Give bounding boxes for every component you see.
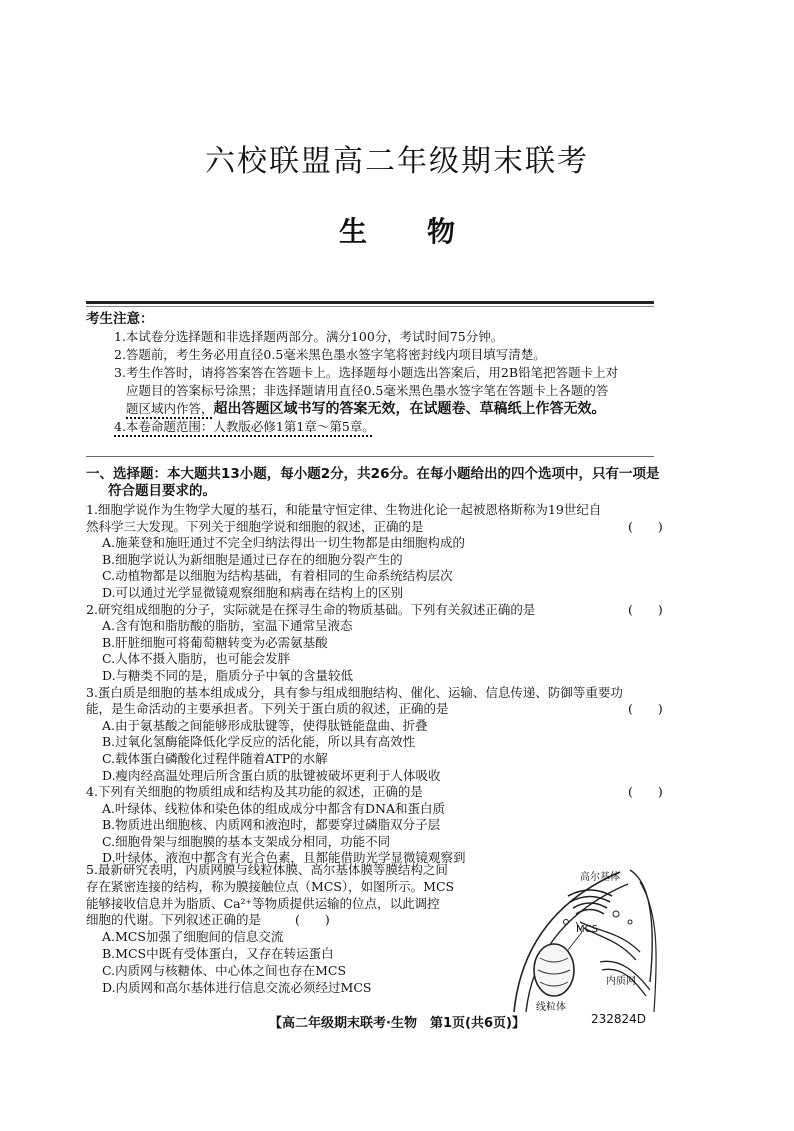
label-mcs: MCS: [576, 924, 598, 935]
notice-dotted-text: 题区域内作答，: [126, 401, 214, 416]
section-line-1: 一、选择题：本大题共13小题，每小题2分，共26分。在每小题给出的四个选项中，只有一项是: [86, 466, 660, 482]
section-line-2: 符合题目要求的。: [108, 483, 216, 499]
paper-code: 232824D: [590, 1012, 646, 1026]
q5-line-1: 5.最新研究表明，内质网膜与线粒体膜、高尔基体膜等膜结构之间: [86, 862, 448, 877]
q3-option-c: C.载体蛋白磷酸化过程伴随着ATP的水解: [102, 750, 328, 766]
q1-option-c: C.动植物都是以细胞为结构基础，有着相同的生命系统结构层次: [102, 568, 453, 584]
q2-option-a: A.含有饱和脂肪酸的脂肪，室温下通常呈液态: [102, 618, 353, 634]
q1-stem-2-text: 然科学三大发现。下列关于细胞学说和细胞的叙述，正确的是: [86, 518, 424, 534]
q4-option-a: A.叶绿体、线粒体和染色体的组成成分中都含有DNA和蛋白质: [102, 800, 445, 816]
question-5: [86, 862, 496, 996]
questions-block: [86, 502, 666, 867]
notice-item-3: 3.考生作答时，请将答案答在答题卡上。选择题每小题选出答案后，用2B铅笔把答题卡上对: [114, 365, 619, 380]
answer-paren: ( ): [628, 701, 663, 717]
q3-stem-2-text: 能，是生命活动的主要承担者。下列关于蛋白质的叙述，正确的是: [86, 701, 449, 717]
candidate-notice: [86, 310, 666, 436]
q3-stem-1: 3.蛋白质是细胞的基本组成成分，具有参与组成细胞结构、催化、运输、信息传递、防御等重要功: [86, 684, 623, 700]
notice-item-1: 1.本试卷分选择题和非选择题两部分。满分100分，考试时间75分钟。: [114, 329, 504, 344]
q2-option-d: D.与糖类不同的是，脂质分子中氧的含量较低: [102, 667, 354, 683]
q4-option-b: B.物质进出细胞核、内质网和液泡时，都要穿过磷脂双分子层: [102, 817, 441, 833]
q3-stem-2: [86, 701, 666, 718]
q1-option-b: B.细胞学说认为新细胞是通过已存在的细胞分裂产生的: [102, 551, 403, 567]
q4-stem: [86, 784, 666, 801]
page-footer: [0, 1012, 794, 1031]
q4-option-c: C.细胞骨架与细胞膜的基本支架成分相同，功能不同: [102, 833, 391, 849]
notice-item-4-text: 4.本卷命题范围：人教版必修1第1章～第5章。: [114, 419, 375, 434]
question-3: [86, 685, 666, 785]
q5-option-a: A.MCS加强了细胞间的信息交流: [102, 929, 284, 945]
question-1: [86, 502, 666, 602]
q1-option-d: D.可以通过光学显微镜观察细胞和病毒在结构上的区别: [102, 584, 404, 600]
answer-paren: ( ): [628, 601, 663, 617]
q2-option-c: C.人体不摄入脂肪，也可能会发胖: [102, 651, 291, 667]
top-divider: [86, 301, 654, 304]
answer-paren: ( ): [295, 912, 330, 928]
notice-emphasis: 超出答题区域书写的答案无效，在试题卷、草稿纸上作答无效。: [213, 401, 606, 417]
subject-title: 生物: [338, 215, 515, 248]
footer-text: 【高二年级期末联考·生物 第1页(共6页)】: [269, 1016, 525, 1031]
q1-stem-1: 1.细胞学说作为生物学大厦的基石，和能量守恒定律、生物进化论一起被恩格斯称为19世纪自: [86, 502, 602, 517]
question-2: [86, 602, 666, 685]
notice-item-2: 2.答题前，考生务必用直径0.5毫米黑色墨水签字笔将密封线内项目填写清楚。: [114, 347, 546, 362]
q2-stem: [86, 602, 666, 619]
notice-heading: 考生注意：: [86, 311, 154, 327]
q3-option-a: A.由于氨基酸之间能够形成肽键等，使得肽链能盘曲、折叠: [102, 717, 428, 733]
q3-option-d: D.瘦肉经高温处理后所含蛋白质的肽键被破坏更利于人体吸收: [102, 767, 441, 783]
q5-option-b: B.MCS中既有受体蛋白，又存在转运蛋白: [102, 945, 334, 961]
q4-stem-text: 4.下列有关细胞的物质组成和结构及其功能的叙述，正确的是: [86, 784, 423, 800]
q5-line-3: 能够接收信息并为脂质、Ca²⁺等物质提供运输的位点，以此调控: [86, 895, 440, 911]
q5-line-4-text: 细胞的代谢。下列叙述正确的是: [86, 912, 262, 928]
answer-paren: ( ): [628, 784, 663, 800]
answer-paren: ( ): [628, 518, 663, 534]
notice-bottom-divider: [86, 456, 654, 457]
q4-option-d: D.叶绿体、液泡中都含有光合色素，且都能借助光学显微镜观察到: [102, 850, 466, 866]
mcs-diagram: [510, 862, 660, 1014]
notice-item-4: [86, 418, 666, 436]
top-divider-thin: [86, 306, 654, 307]
q5-option-d: D.内质网和高尔基体进行信息交流必须经过MCS: [102, 979, 372, 995]
notice-item-3-cont2: [86, 400, 666, 418]
label-er: 内质网: [606, 976, 636, 987]
q3-option-b: B.过氧化氢酶能降低化学反应的活化能，所以具有高效性: [102, 734, 416, 750]
label-mitochondrion: 线粒体: [536, 1002, 566, 1013]
mcs-figure: [510, 862, 660, 1014]
q1-stem-2: [86, 519, 666, 536]
q1-option-a: A.施莱登和施旺通过不完全归纳法得出一切生物都是由细胞构成的: [102, 535, 466, 551]
exam-title: 六校联盟高二年级期末联考: [205, 144, 589, 179]
question-4: [86, 784, 666, 867]
notice-item-3-cont: 应题目的答案标号涂黑；非选择题请用直径0.5毫米黑色墨水签字笔在答题卡上各题的答: [126, 383, 609, 398]
q2-stem-text: 2.研究组成细胞的分子，实际就是在探寻生命的物质基础。下列有关叙述正确的是: [86, 601, 536, 617]
label-golgi: 高尔基体: [580, 872, 620, 883]
q5-line-2: 存在紧密连接的结构，称为膜接触位点（MCS），如图所示。MCS: [86, 878, 455, 894]
q2-option-b: B.肝脏细胞可将葡萄糖转变为必需氨基酸: [102, 634, 328, 650]
q5-line-4: [86, 912, 496, 929]
q5-option-c: C.内质网与核糖体、中心体之间也存在MCS: [102, 962, 347, 978]
section-heading: [86, 466, 666, 500]
